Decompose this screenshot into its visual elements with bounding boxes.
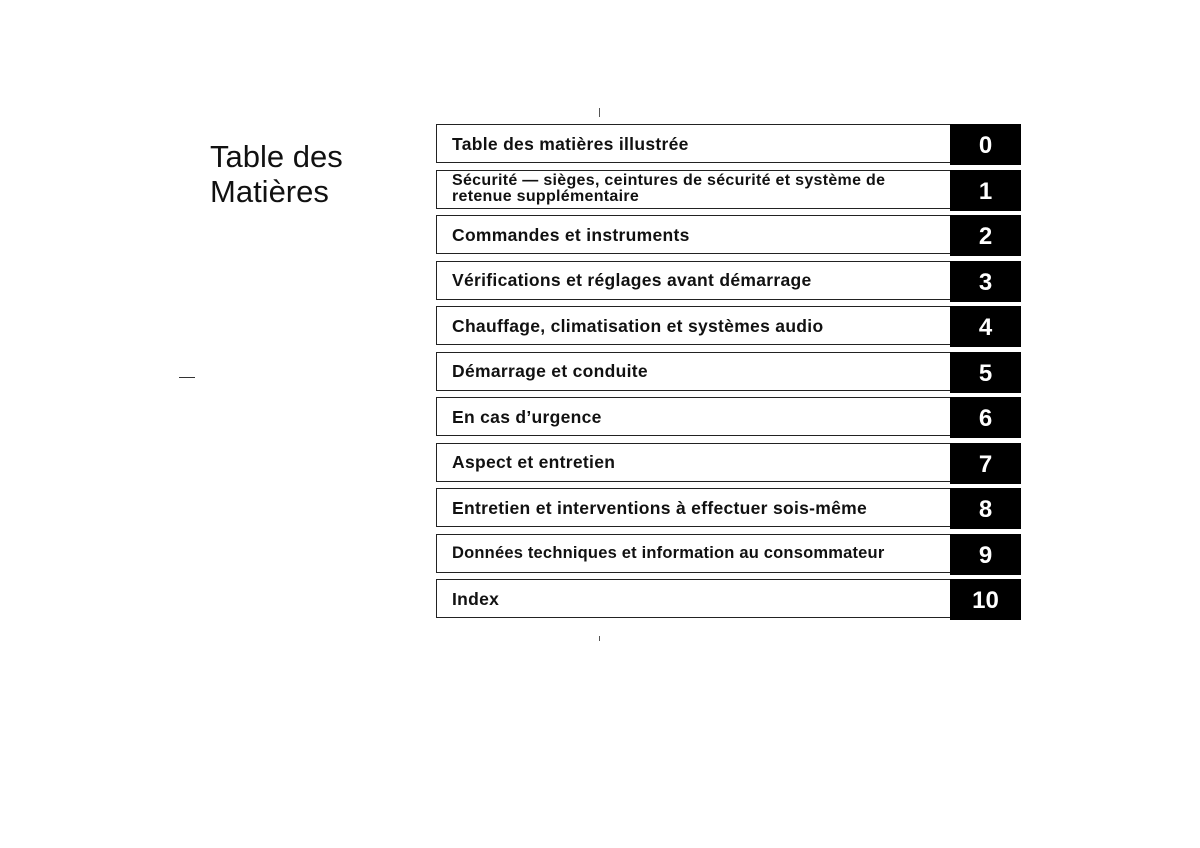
toc-entry-label: Table des matières illustrée <box>452 133 689 154</box>
toc-row <box>436 488 1022 529</box>
page-title-line1: Table des <box>210 138 343 174</box>
toc-entry-7[interactable] <box>436 443 951 482</box>
crop-mark-left <box>179 377 195 378</box>
toc-row <box>436 170 1022 211</box>
toc-entry-label: Entretien et interventions à effectuer sois-même <box>452 497 868 518</box>
crop-mark-top <box>599 108 600 117</box>
toc-row <box>436 397 1022 438</box>
toc-entry-label: Aspect et entretien <box>452 452 616 472</box>
section-tab-0[interactable]: 0 <box>950 124 1021 165</box>
toc-entry-label: Vérifications et réglages avant démarrage <box>452 270 812 290</box>
section-tab-1[interactable]: 1 <box>950 170 1021 211</box>
toc-row <box>436 534 1022 575</box>
toc-row <box>436 579 1022 620</box>
section-tab-3[interactable]: 3 <box>950 261 1021 302</box>
toc-entry-1[interactable] <box>436 170 951 209</box>
section-tab-2[interactable]: 2 <box>950 215 1021 256</box>
section-tab-6[interactable]: 6 <box>950 397 1021 438</box>
section-tab-5[interactable]: 5 <box>950 352 1021 393</box>
section-tab-10[interactable]: 10 <box>950 579 1021 620</box>
section-tab-7[interactable]: 7 <box>950 443 1021 484</box>
section-tab-8[interactable]: 8 <box>950 488 1021 529</box>
section-tab-4[interactable]: 4 <box>950 306 1021 347</box>
section-tab-9[interactable]: 9 <box>950 534 1021 575</box>
toc-entry-label: Sécurité — sièges, ceintures de sécurité et système de retenue supplémentaire <box>452 172 886 205</box>
toc-row <box>436 261 1022 302</box>
toc-entry-3[interactable] <box>436 261 951 300</box>
toc-entry-6[interactable] <box>436 397 951 436</box>
toc-entry-label: Index <box>452 588 500 609</box>
toc-entry-8[interactable] <box>436 488 951 527</box>
toc-entry-label: Chauffage, climatisation et systèmes audio <box>452 315 824 336</box>
toc-entry-10[interactable] <box>436 579 951 618</box>
toc-row <box>436 215 1022 256</box>
toc-entry-label: Commandes et instruments <box>452 224 690 245</box>
toc-entry-label: Données techniques et information au consommateur <box>452 544 885 562</box>
page-title <box>210 139 410 209</box>
toc-row <box>436 306 1022 347</box>
page-title-line2: Matières <box>210 173 329 209</box>
toc-row <box>436 352 1022 393</box>
toc-entry-4[interactable] <box>436 306 951 345</box>
toc-entry-2[interactable] <box>436 215 951 254</box>
toc-entry-9[interactable] <box>436 534 951 573</box>
crop-mark-bottom <box>599 636 600 641</box>
toc-entry-label: En cas d’urgence <box>452 406 602 427</box>
table-of-contents <box>436 124 1022 625</box>
toc-row <box>436 124 1022 165</box>
toc-entry-0[interactable] <box>436 124 951 163</box>
toc-entry-5[interactable] <box>436 352 951 391</box>
toc-entry-label: Démarrage et conduite <box>452 361 648 381</box>
toc-row <box>436 443 1022 484</box>
